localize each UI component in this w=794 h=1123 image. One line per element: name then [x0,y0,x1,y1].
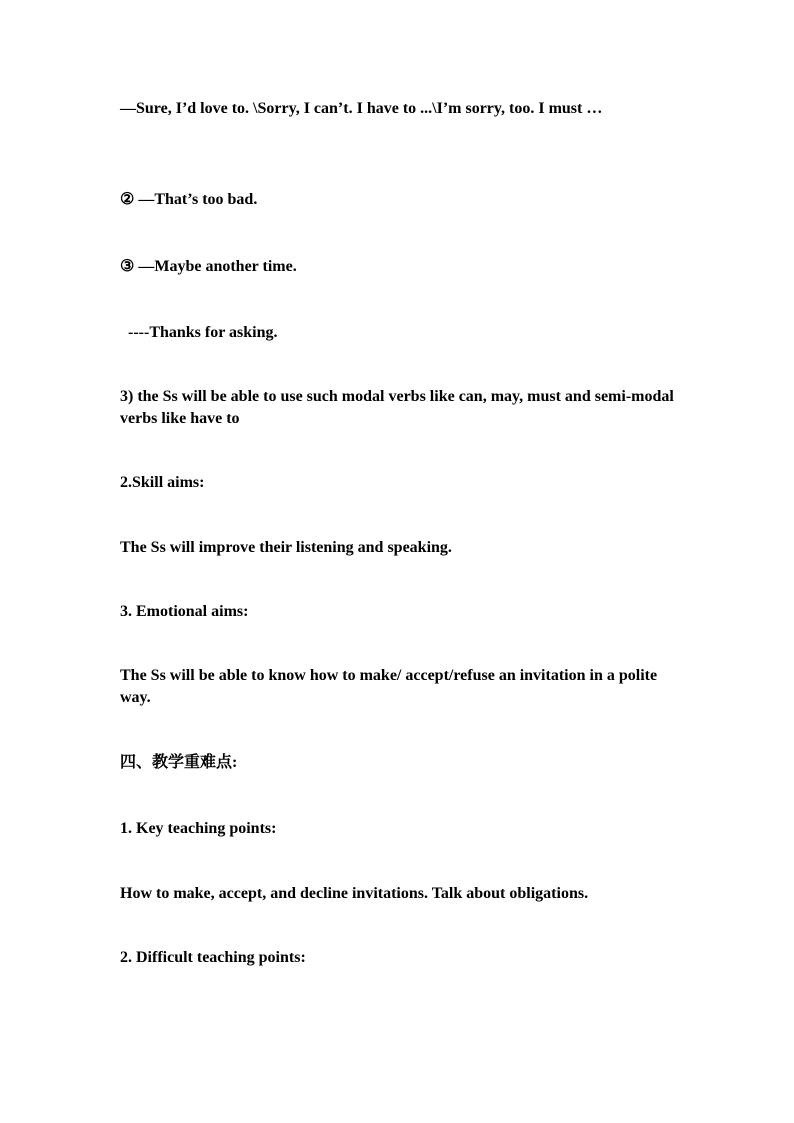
reply-options-text: —Sure, I’d love to. \Sorry, I can’t. I have to ...\I’m sorry, too. I must … [120,100,603,117]
difficult-teaching-points-heading: 2. Difficult teaching points: [120,949,306,966]
key-teaching-points-heading: 1. Key teaching points: [120,820,277,837]
key-teaching-points-text: How to make, accept, and decline invitations. Talk about obligations. [120,885,589,902]
skill-aims-text: The Ss will improve their listening and speaking. [120,539,452,556]
response-3-text: ③ —Maybe another time. [120,258,297,275]
emotional-aims-heading: 3. Emotional aims: [120,603,249,620]
key-difficult-points-heading: 四、教学重难点: [120,754,238,771]
emotional-aims-text: The Ss will be able to know how to make/ accept/refuse an invitation in a polite way. [120,667,658,706]
thanks-text: ----Thanks for asking. [128,324,278,341]
response-2-text: ② —That’s too bad. [120,191,258,208]
skill-aims-heading: 2.Skill aims: [120,474,205,491]
modal-verbs-aim-text: 3) the Ss will be able to use such modal verbs like can, may, must and semi-modal verbs like have to [120,388,674,427]
